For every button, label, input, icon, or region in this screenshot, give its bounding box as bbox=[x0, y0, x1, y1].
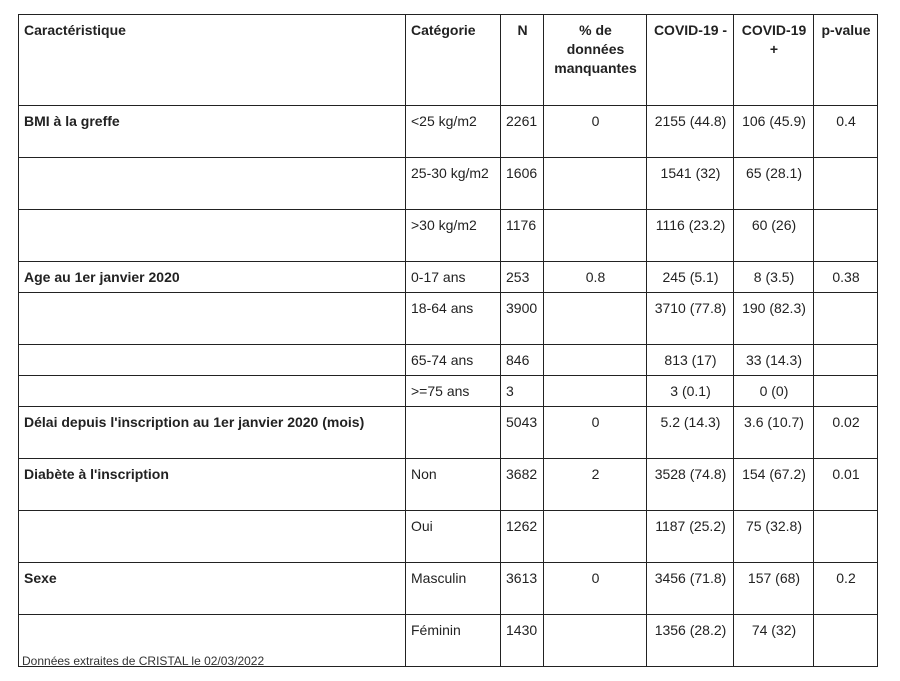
cell-characteristic bbox=[19, 158, 406, 210]
cell-covid-neg: 245 (5.1) bbox=[647, 262, 734, 293]
cell-category: >=75 ans bbox=[406, 376, 501, 407]
cell-covid-pos: 106 (45.9) bbox=[734, 106, 814, 158]
cell-covid-neg: 813 (17) bbox=[647, 345, 734, 376]
cell-missing: 2 bbox=[544, 459, 647, 511]
cell-covid-pos: 65 (28.1) bbox=[734, 158, 814, 210]
cell-characteristic bbox=[19, 293, 406, 345]
cell-covid-pos: 0 (0) bbox=[734, 376, 814, 407]
header-characteristic: Caractéristique bbox=[19, 15, 406, 106]
cell-n: 846 bbox=[501, 345, 544, 376]
cell-covid-neg: 3 (0.1) bbox=[647, 376, 734, 407]
cell-category: 65-74 ans bbox=[406, 345, 501, 376]
cell-covid-pos: 154 (67.2) bbox=[734, 459, 814, 511]
cell-pvalue: 0.38 bbox=[814, 262, 878, 293]
cell-pvalue bbox=[814, 615, 878, 667]
table-row bbox=[19, 345, 878, 376]
cell-pvalue: 0.02 bbox=[814, 407, 878, 459]
cell-missing bbox=[544, 345, 647, 376]
data-table bbox=[18, 14, 878, 667]
cell-n: 3900 bbox=[501, 293, 544, 345]
footnote: Données extraites de CRISTAL le 02/03/2022 bbox=[22, 654, 265, 668]
cell-missing: 0 bbox=[544, 106, 647, 158]
cell-category: 18-64 ans bbox=[406, 293, 501, 345]
cell-category: >30 kg/m2 bbox=[406, 210, 501, 262]
cell-characteristic: BMI à la greffe bbox=[19, 106, 406, 158]
cell-covid-neg: 1187 (25.2) bbox=[647, 511, 734, 563]
table-row bbox=[19, 158, 878, 210]
table-row bbox=[19, 376, 878, 407]
cell-n: 5043 bbox=[501, 407, 544, 459]
cell-category: 25-30 kg/m2 bbox=[406, 158, 501, 210]
cell-missing: 0 bbox=[544, 563, 647, 615]
cell-category: Non bbox=[406, 459, 501, 511]
cell-pvalue bbox=[814, 158, 878, 210]
cell-covid-neg: 1541 (32) bbox=[647, 158, 734, 210]
cell-covid-pos: 190 (82.3) bbox=[734, 293, 814, 345]
header-covid-neg: COVID-19 - bbox=[647, 15, 734, 106]
cell-n: 1262 bbox=[501, 511, 544, 563]
cell-n: 1430 bbox=[501, 615, 544, 667]
cell-covid-pos: 3.6 (10.7) bbox=[734, 407, 814, 459]
cell-characteristic: Délai depuis l'inscription au 1er janvier 2020 (mois) bbox=[19, 407, 406, 459]
cell-characteristic bbox=[19, 376, 406, 407]
cell-pvalue bbox=[814, 376, 878, 407]
cell-n: 1176 bbox=[501, 210, 544, 262]
table-row bbox=[19, 262, 878, 293]
cell-pvalue bbox=[814, 345, 878, 376]
cell-covid-neg: 1116 (23.2) bbox=[647, 210, 734, 262]
cell-covid-pos: 75 (32.8) bbox=[734, 511, 814, 563]
cell-pvalue bbox=[814, 511, 878, 563]
cell-missing bbox=[544, 293, 647, 345]
cell-pvalue: 0.2 bbox=[814, 563, 878, 615]
cell-covid-pos: 8 (3.5) bbox=[734, 262, 814, 293]
cell-missing bbox=[544, 158, 647, 210]
cell-pvalue: 0.4 bbox=[814, 106, 878, 158]
cell-covid-neg: 1356 (28.2) bbox=[647, 615, 734, 667]
cell-characteristic bbox=[19, 210, 406, 262]
cell-covid-neg: 3456 (71.8) bbox=[647, 563, 734, 615]
cell-characteristic: Age au 1er janvier 2020 bbox=[19, 262, 406, 293]
cell-pvalue: 0.01 bbox=[814, 459, 878, 511]
cell-n: 253 bbox=[501, 262, 544, 293]
cell-category bbox=[406, 407, 501, 459]
cell-missing: 0.8 bbox=[544, 262, 647, 293]
cell-pvalue bbox=[814, 293, 878, 345]
table-row bbox=[19, 563, 878, 615]
cell-category: Oui bbox=[406, 511, 501, 563]
header-row bbox=[19, 15, 878, 106]
cell-characteristic bbox=[19, 511, 406, 563]
table-row bbox=[19, 511, 878, 563]
cell-missing bbox=[544, 615, 647, 667]
cell-n: 3 bbox=[501, 376, 544, 407]
cell-missing bbox=[544, 376, 647, 407]
header-missing: % de données manquantes bbox=[544, 15, 647, 106]
cell-missing bbox=[544, 511, 647, 563]
cell-covid-neg: 3528 (74.8) bbox=[647, 459, 734, 511]
table-row bbox=[19, 459, 878, 511]
cell-n: 3613 bbox=[501, 563, 544, 615]
cell-characteristic bbox=[19, 345, 406, 376]
cell-covid-pos: 33 (14.3) bbox=[734, 345, 814, 376]
cell-pvalue bbox=[814, 210, 878, 262]
table-row bbox=[19, 293, 878, 345]
cell-missing: 0 bbox=[544, 407, 647, 459]
header-pvalue: p-value bbox=[814, 15, 878, 106]
header-covid-pos: COVID-19 + bbox=[734, 15, 814, 106]
cell-covid-pos: 60 (26) bbox=[734, 210, 814, 262]
cell-category: Féminin bbox=[406, 615, 501, 667]
cell-category: <25 kg/m2 bbox=[406, 106, 501, 158]
cell-characteristic: Diabète à l'inscription bbox=[19, 459, 406, 511]
cell-covid-pos: 74 (32) bbox=[734, 615, 814, 667]
cell-n: 1606 bbox=[501, 158, 544, 210]
cell-characteristic: Sexe bbox=[19, 563, 406, 615]
cell-covid-neg: 5.2 (14.3) bbox=[647, 407, 734, 459]
table-row bbox=[19, 210, 878, 262]
table-row bbox=[19, 106, 878, 158]
cell-n: 3682 bbox=[501, 459, 544, 511]
cell-covid-pos: 157 (68) bbox=[734, 563, 814, 615]
cell-category: Masculin bbox=[406, 563, 501, 615]
cell-covid-neg: 3710 (77.8) bbox=[647, 293, 734, 345]
cell-category: 0-17 ans bbox=[406, 262, 501, 293]
table-row bbox=[19, 407, 878, 459]
header-n: N bbox=[501, 15, 544, 106]
cell-missing bbox=[544, 210, 647, 262]
header-category: Catégorie bbox=[406, 15, 501, 106]
cell-covid-neg: 2155 (44.8) bbox=[647, 106, 734, 158]
cell-n: 2261 bbox=[501, 106, 544, 158]
